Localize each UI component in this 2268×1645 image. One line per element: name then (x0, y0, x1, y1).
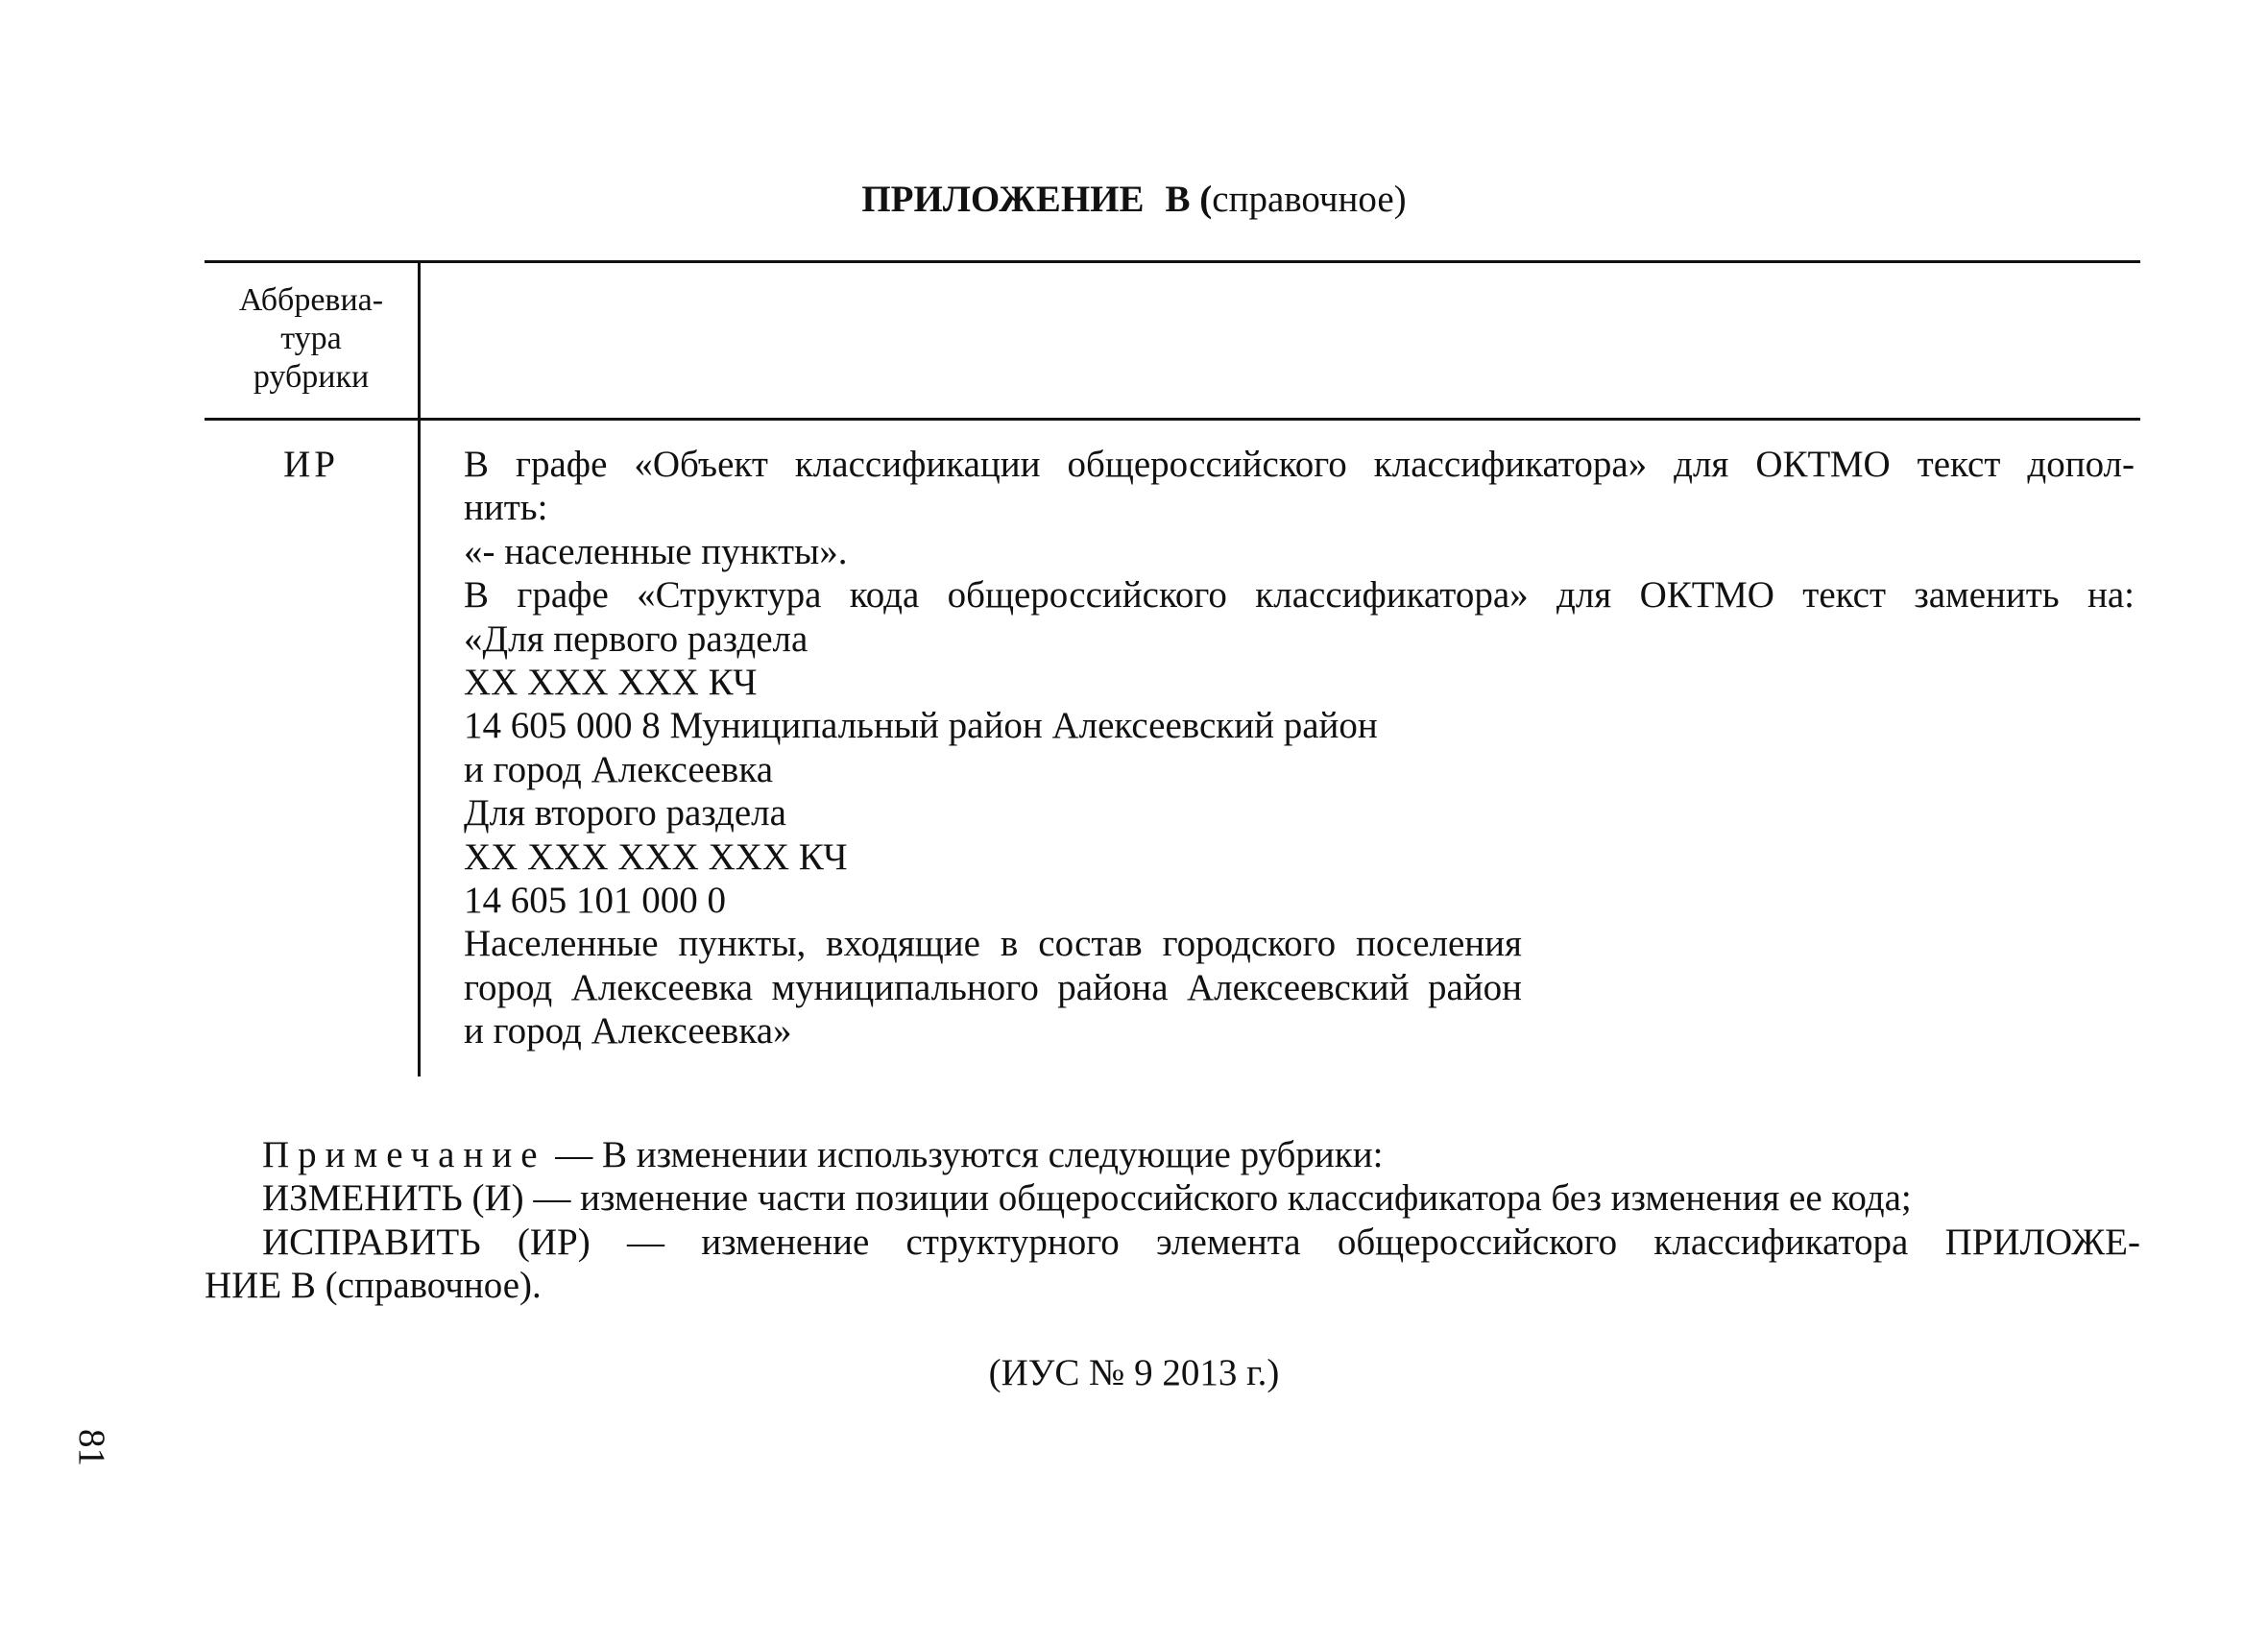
header-abbr-column (205, 281, 418, 397)
row-text-line: ХХ ХХХ ХХХ КЧ (464, 662, 758, 704)
note (205, 1133, 2140, 1308)
row-text-line: «Для первого раздела (464, 617, 808, 660)
header-abbr-line: рубрики (253, 359, 370, 395)
title-paren: справочное) (1212, 179, 1407, 220)
header-abbr-line: Аббревиа- (238, 282, 384, 318)
note-item-correct: ИСПРАВИТЬ (ИР) — изменение структурного элемента общероссийского классификатора ПРИЛОЖЕ- (262, 1221, 2140, 1263)
row-abbr: ИР (283, 444, 339, 485)
row-text-line: В графе «Объект классификации общероссийского классификатора» для ОКТМО текст допол- (464, 444, 2135, 485)
row-text-line: 14 605 101 000 0 (464, 880, 726, 922)
title-bold: ПРИЛОЖЕНИЕ (861, 179, 1145, 220)
title-letter: В (1165, 179, 1191, 220)
row-text-line: Населенные пункты, входящие в состав городского поселения (464, 923, 1522, 965)
table-header-rule (205, 418, 2140, 421)
row-text-line: 14 605 000 8 Муниципальный район Алексеевский район (464, 705, 1378, 747)
row-text-line: «- населенные пункты». (464, 530, 848, 572)
row-text-line: В графе «Структура кода общероссийского классификатора» для ОКТМО текст заменить на: (464, 574, 2135, 617)
note-intro: — В изменении используются следующие рубрики: (545, 1134, 1384, 1175)
row-text-line: и город Алексеевка» (464, 1010, 792, 1052)
page-title (0, 173, 2268, 227)
row-text-line: Для второго раздела (464, 792, 786, 835)
ius-reference: (ИУС № 9 2013 г.) (988, 1352, 1280, 1393)
table-column-divider (418, 260, 421, 1077)
amendment-table (205, 260, 2140, 1077)
page-number: 81 (71, 1429, 112, 1466)
row-text-line: и город Алексеевка (464, 748, 774, 790)
header-abbr-line: тура (280, 321, 342, 356)
row-text-line: ХХ ХХХ ХХХ ХХХ КЧ (464, 835, 848, 878)
row-text-line: нить: (464, 487, 548, 529)
title-open-paren: ( (1199, 179, 1213, 220)
note-item-correct-cont: НИЕ В (справочное). (205, 1265, 542, 1307)
note-label: Примечание (262, 1134, 546, 1175)
row-text-line: город Алексеевка муниципального района Алексеевский район (464, 966, 1522, 1008)
note-item-change: ИЗМЕНИТЬ (И) — изменение части позиции общероссийского классификатора без изменения ее кода; (262, 1177, 1912, 1220)
note-intro-line (205, 1133, 2140, 1176)
table-top-rule (205, 260, 2140, 263)
row-text (464, 443, 2135, 1053)
